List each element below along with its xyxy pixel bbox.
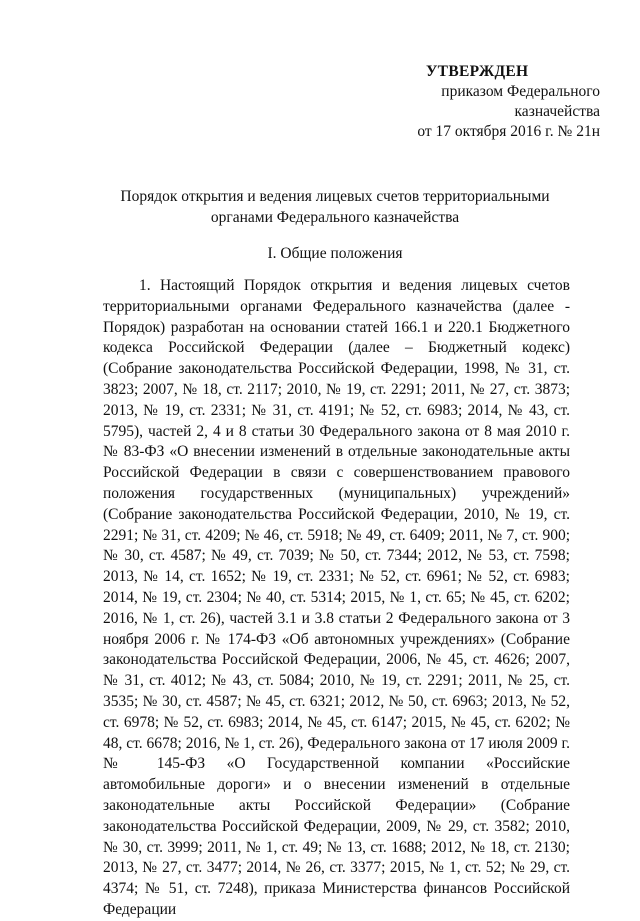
approval-date-line: от 17 октября 2016 г. № 21н bbox=[417, 123, 600, 140]
paragraph-1: 1. Настоящий Порядок открытия и ведения лицевых счетов территориальными органами Федерального казначейства (далее - Порядок) разработан на основании статей 166.1 и 220.1 Бюджетного кодекса Российской Федерации (далее – Бюджетный кодекс) (Собрание законодательства Российской Федерации, 1998, № 31, ст. 3823; 2007, № 18, ст. 2117; 2010, № 19, ст. 2291; 2011, № 27, ст. 3873; 2013, № 19, ст. 2331; № 31, ст. 4191; № 52, ст. 6983; 2014, № 43, ст. 5795), частей 2, 4 и 8 статьи 30 Федерального закона от 8 мая 2010 г. № 83-ФЗ «О внесении изменений в отдельные законодательные акты Российской Федерации в связи с совершенствованием правового положения государственных (муниципальных) учреждений» (Собрание законодательства Российской Федерации, 2010, № 19, ст. 2291; № 31, ст. 4209; № 46, ст. 5918; № 49, ст. 6409; 2011, № 7, ст. 900; № 30, ст. 4587; № 49, ст. 7039; № 50, ст. 7344; 2012, № 53, ст. 7598; 2013, № 14, ст. 1652; № 19, ст. 2331; № 52, ст. 6961; № 52, ст. 6983; 2014, № 19, ст. 2304; № 40, ст. 5314; 2015, № 1, ст. 65; № 45, ст. 6202; 2016, № 1, ст. 26), частей 3.1 и 3.8 статьи 2 Федерального закона от 3 ноября 2006 г. № 174-ФЗ «Об автономных учреждениях» (Собрание законодательства Российской Федерации, 2006, № 45, ст. 4626; 2007, № 31, ст. 4012; № 43, ст. 5084; 2010, № 19, ст. 2291; 2011, № 25, ст. 3535; № 30, ст. 4587; № 45, ст. 6321; 2012, № 50, ст. 6963; 2013, № 52, ст. 6978; № 52, ст. 6983; 2014, № 45, ст. 6147; 2015, № 45, ст. 6202; № 48, ст. 6678; 2016, № 1, ст. 26), Федерального закона от 17 июля 2009 г. № 145-ФЗ «О Государственной компании «Российские автомобильные дороги» и о внесении изменений в отдельные законодательные акты Российской Федерации» (Собрание законодательства Российской Федерации, 2009, № 29, ст. 3582; 2010, № 30, ст. 3999; 2011, № 1, ст. 49; № 13, ст. 1688; 2012, № 18, ст. 2130; 2013, № 27, ст. 3477; 2014, № 26, ст. 3377; 2015, № 1, ст. 52; № 29, ст. 4374; № 51, ст. 7248), приказа Министерства финансов Российской Федерации bbox=[103, 277, 570, 918]
approval-word: УТВЕРЖДЕН bbox=[426, 63, 529, 80]
section-title: I. Общие положения bbox=[267, 245, 403, 262]
document-title: Порядок открытия и ведения лицевых счетов территориальными органами Федерального казначейства bbox=[120, 188, 550, 226]
approval-order-line: приказом Федерального казначейства bbox=[441, 83, 600, 120]
approval-stamp bbox=[360, 62, 600, 142]
